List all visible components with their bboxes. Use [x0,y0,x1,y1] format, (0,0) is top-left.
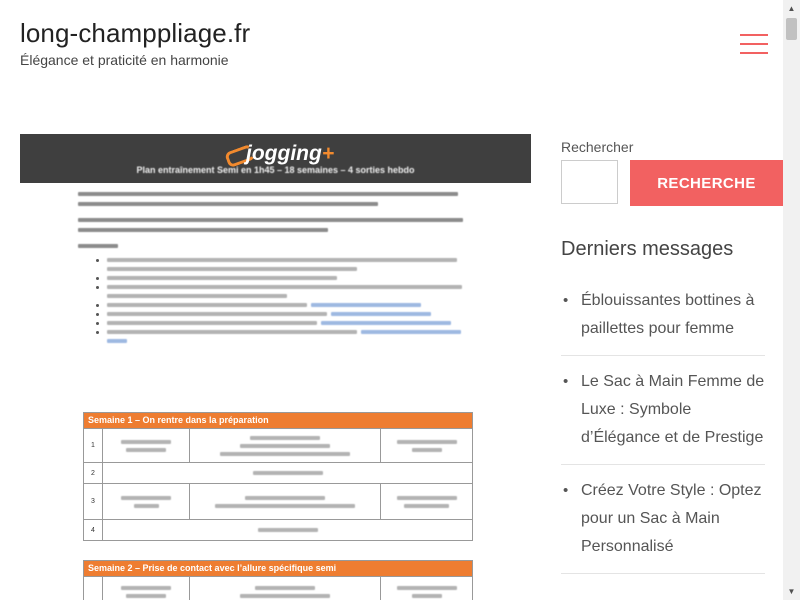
list-item [561,368,765,465]
training-table-week-1 [83,412,473,541]
table-row: 3 [84,483,472,519]
bullet-icon: • [563,292,569,309]
list-item [561,477,765,574]
recent-post-link[interactable]: Le Sac à Main Femme de Luxe : Symbole d’Élégance et de Prestige [581,373,765,446]
recent-posts-heading: Derniers messages [561,238,734,260]
hamburger-icon-line [740,52,768,54]
search-button[interactable]: RECHERCHE [630,160,783,206]
bullet-icon: • [563,482,569,499]
table-row [84,576,472,600]
recent-post-link[interactable]: Éblouissantes bottines à paillettes pour femme [581,292,755,337]
site-tagline: Élégance et praticité en harmonie [20,52,229,68]
jogging-logo: jogging+ [246,142,335,165]
article-featured-image[interactable] [20,134,531,600]
table-row: 1 [84,428,472,462]
scrollbar-thumb[interactable] [786,18,797,40]
hamburger-icon-line [740,34,768,36]
recent-posts-list [561,287,765,586]
table-row: 4 [84,519,472,540]
doc-subtitle: Plan entraînement Semi en 1h45 – 18 semaines – 4 sorties hebdo [136,165,415,175]
recent-post-link[interactable]: Créez Votre Style : Optez pour un Sac à Main Personnalisé [581,482,762,555]
table-heading: Semaine 1 – On rentre dans la préparation [84,413,472,428]
table-heading: Semaine 2 – Prise de contact avec l’allure spécifique semi [84,561,472,576]
doc-body-text [78,192,478,348]
search-input[interactable] [561,160,618,204]
site-title[interactable]: long-champpliage.fr [20,18,251,48]
vertical-scrollbar[interactable] [783,0,800,600]
training-table-week-2 [83,560,473,600]
hamburger-icon-line [740,43,768,45]
list-item [561,287,765,356]
doc-header [20,134,531,183]
table-row: 2 [84,462,472,483]
bullet-icon: • [563,373,569,390]
scroll-up-arrow-icon[interactable]: ▲ [787,4,796,13]
menu-toggle-button[interactable] [740,34,768,56]
search-label: Rechercher [561,139,634,155]
scroll-down-arrow-icon[interactable]: ▼ [787,587,796,596]
